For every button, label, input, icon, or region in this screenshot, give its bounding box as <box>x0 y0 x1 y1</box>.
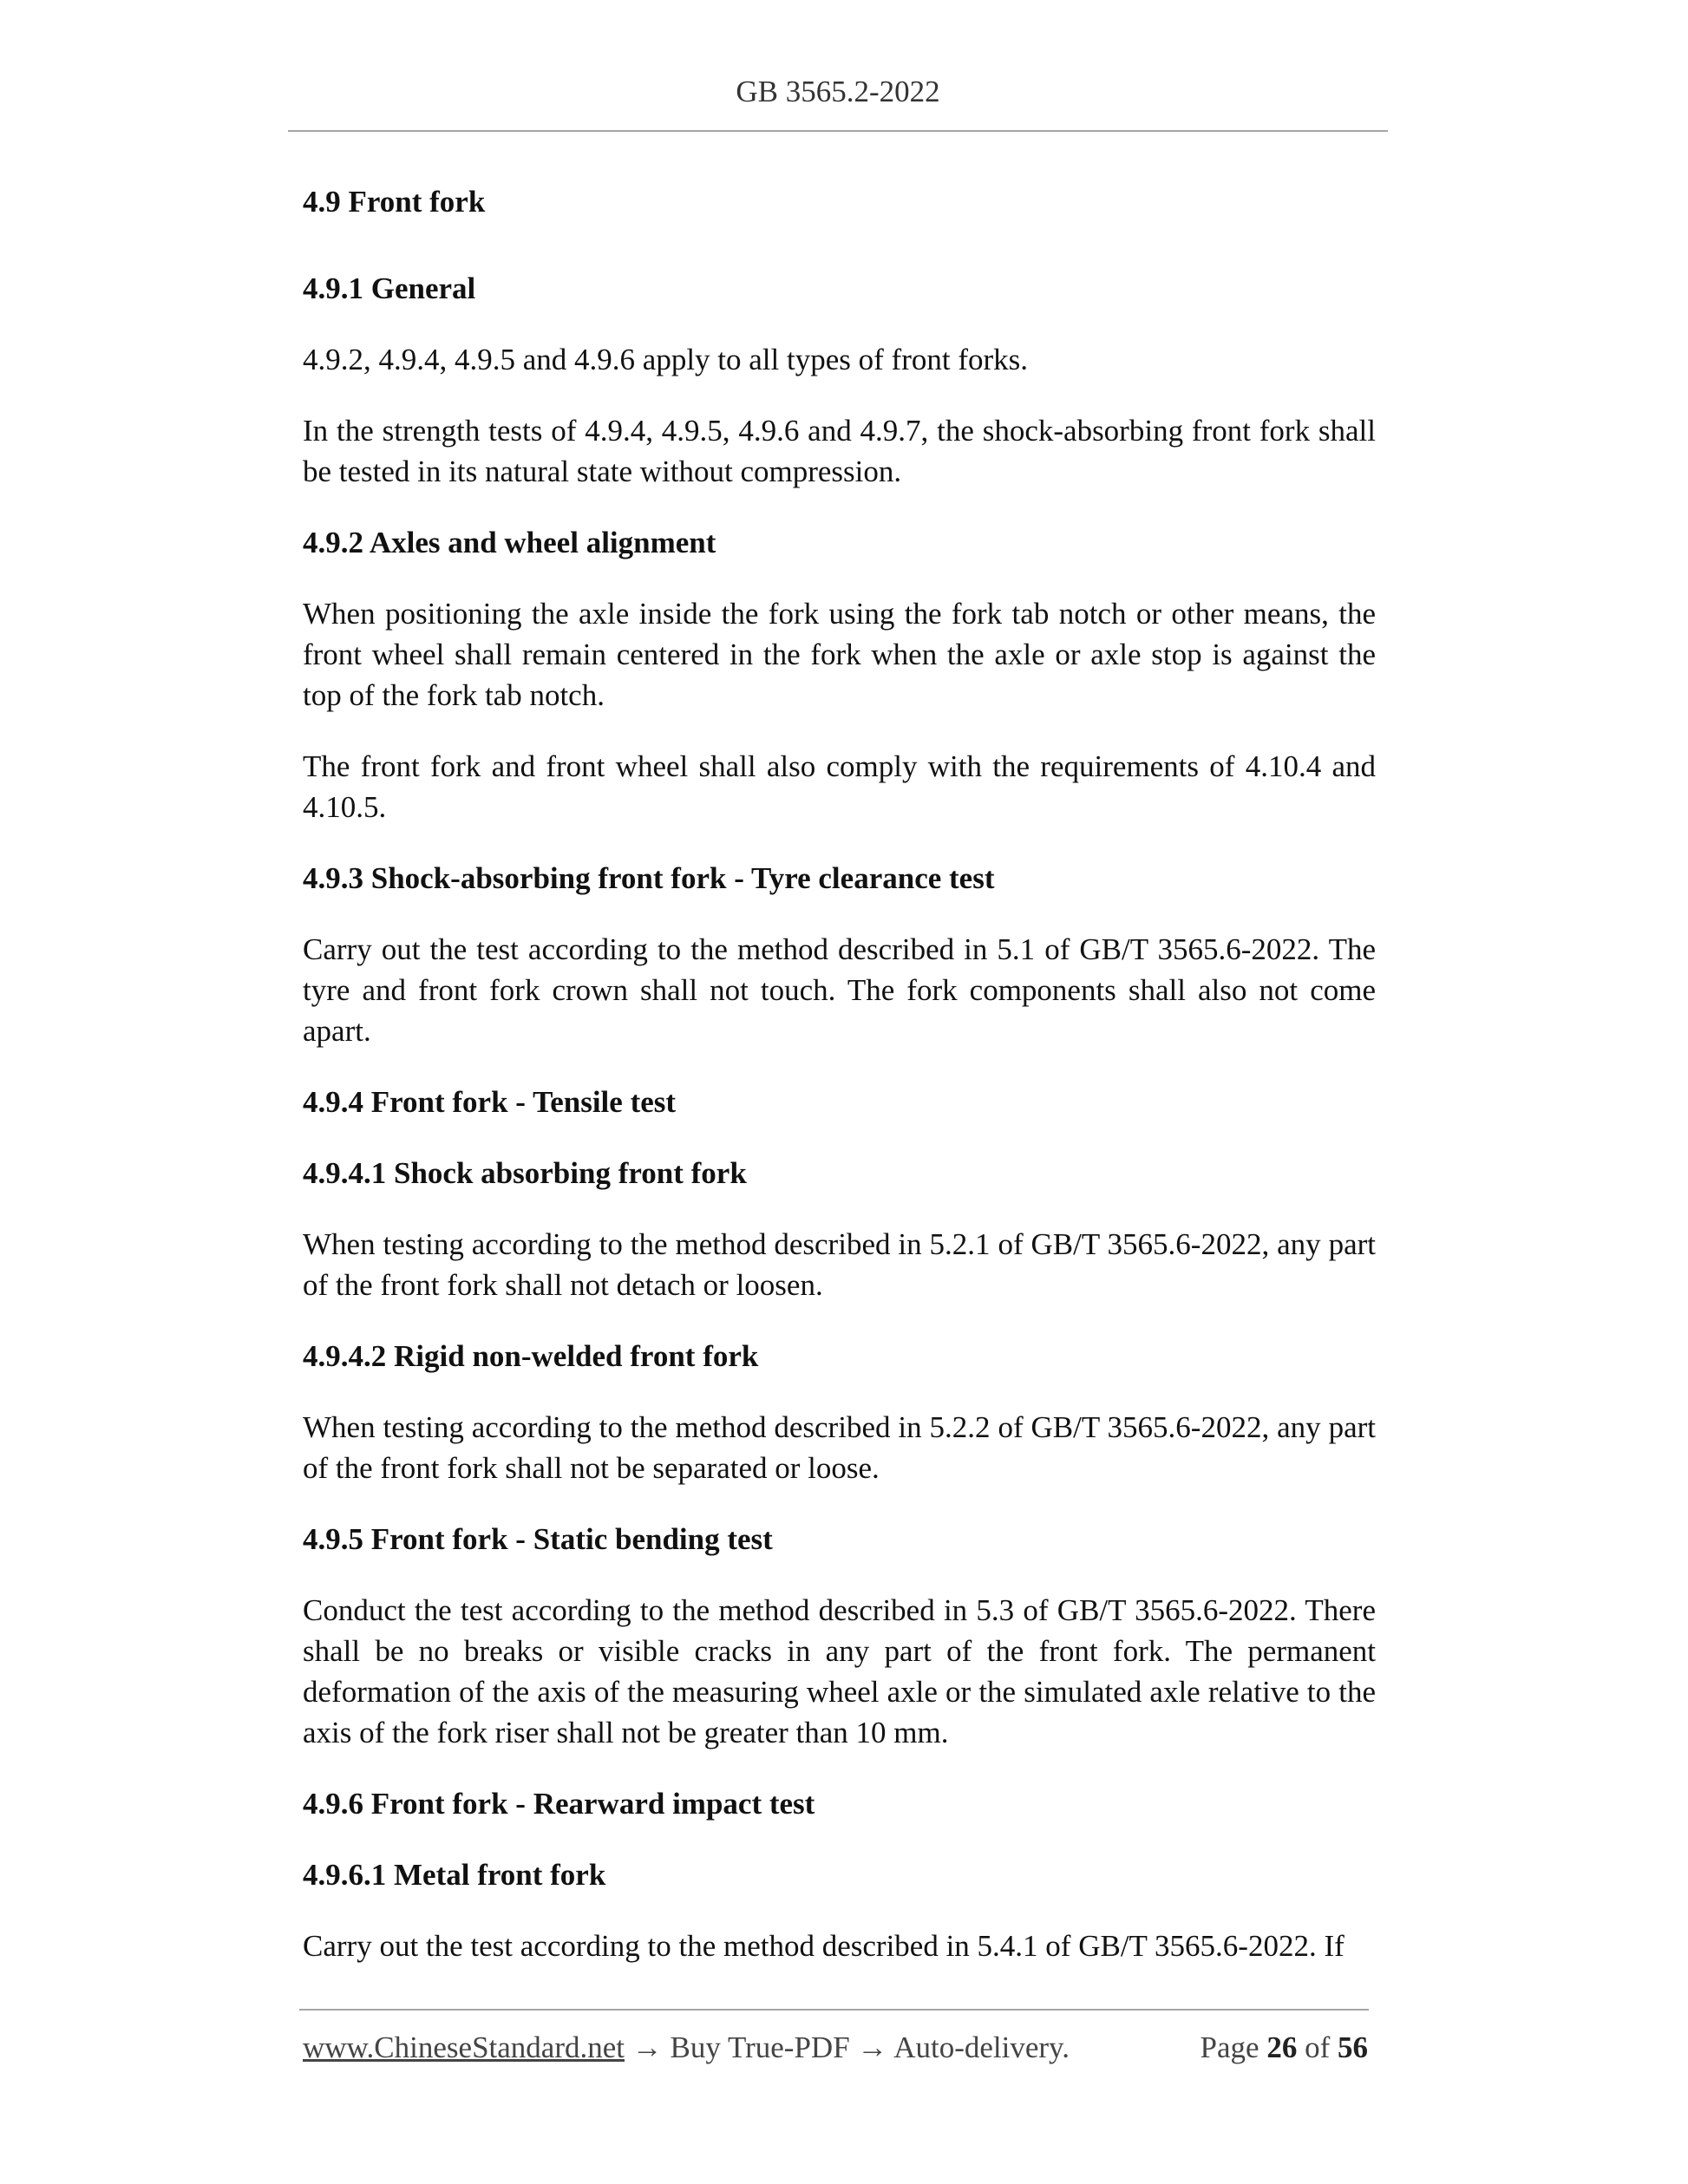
page-current: 26 <box>1266 2030 1298 2064</box>
website-link[interactable]: www.ChineseStandard.net <box>303 2030 625 2064</box>
page-number <box>1201 2027 1368 2068</box>
document-body <box>303 173 1376 1997</box>
section-heading-4-9-6: 4.9.6 Front fork - Rearward impact test <box>303 1787 815 1821</box>
paragraph: Conduct the test according to the method described in 5.3 of GB/T 3565.6-2022. There shall be no breaks or visible cracks in any part of the front fork. The permanent deformation of the axis of the measuring wheel axle or the simulated axle relative to the axis of the fork riser shall not be greater than 10 mm. <box>303 1593 1376 1749</box>
page-of-label: of <box>1305 2030 1331 2064</box>
section-heading-4-9-4-2: 4.9.4.2 Rigid non-welded front fork <box>303 1339 759 1373</box>
page-label: Page <box>1200 2030 1259 2064</box>
section-heading-4-9-4: 4.9.4 Front fork - Tensile test <box>303 1085 677 1119</box>
paragraph: Carry out the test according to the method described in 5.4.1 of GB/T 3565.6-2022. If <box>303 1929 1345 1963</box>
footer-divider <box>299 2009 1369 2011</box>
section-heading-4-9-3: 4.9.3 Shock-absorbing front fork - Tyre clearance test <box>303 861 995 895</box>
paragraph: 4.9.2, 4.9.4, 4.9.5 and 4.9.6 apply to all types of front forks. <box>303 343 1029 376</box>
paragraph: When testing according to the method described in 5.2.1 of GB/T 3565.6-2022, any part of the front fork shall not detach or loosen. <box>303 1227 1376 1302</box>
paragraph: When testing according to the method described in 5.2.2 of GB/T 3565.6-2022, any part of the front fork shall not be separated or loose. <box>303 1410 1376 1485</box>
section-heading-4-9-5: 4.9.5 Front fork - Static bending test <box>303 1522 773 1556</box>
section-heading-4-9-2: 4.9.2 Axles and wheel alignment <box>303 526 716 559</box>
paragraph: Carry out the test according to the method described in 5.1 of GB/T 3565.6-2022. The tyre and front fork crown shall not touch. The fork components shall also not come apart. <box>303 932 1376 1048</box>
section-heading-4-9-4-1: 4.9.4.1 Shock absorbing front fork <box>303 1156 747 1190</box>
header-divider <box>288 130 1388 132</box>
footer-promo <box>303 2027 1070 2068</box>
document-header: GB 3565.2-2022 <box>736 75 940 108</box>
footer-promo-text: → Buy True-PDF → Auto-delivery. <box>625 2030 1070 2064</box>
paragraph: When positioning the axle inside the fork using the fork tab notch or other means, the front wheel shall remain centered in the fork when the axle or axle stop is against the top of the fork tab notch. <box>303 597 1376 712</box>
section-heading-4-9-6-1: 4.9.6.1 Metal front fork <box>303 1858 606 1892</box>
section-heading-4-9: 4.9 Front fork <box>303 185 486 219</box>
section-heading-4-9-1: 4.9.1 General <box>303 271 476 305</box>
page-total: 56 <box>1338 2030 1368 2064</box>
paragraph: In the strength tests of 4.9.4, 4.9.5, 4.9.6 and 4.9.7, the shock-absorbing front fork shall be tested in its natural state without compression. <box>303 414 1376 488</box>
paragraph: The front fork and front wheel shall also comply with the requirements of 4.10.4 and 4.10.5. <box>303 749 1376 824</box>
